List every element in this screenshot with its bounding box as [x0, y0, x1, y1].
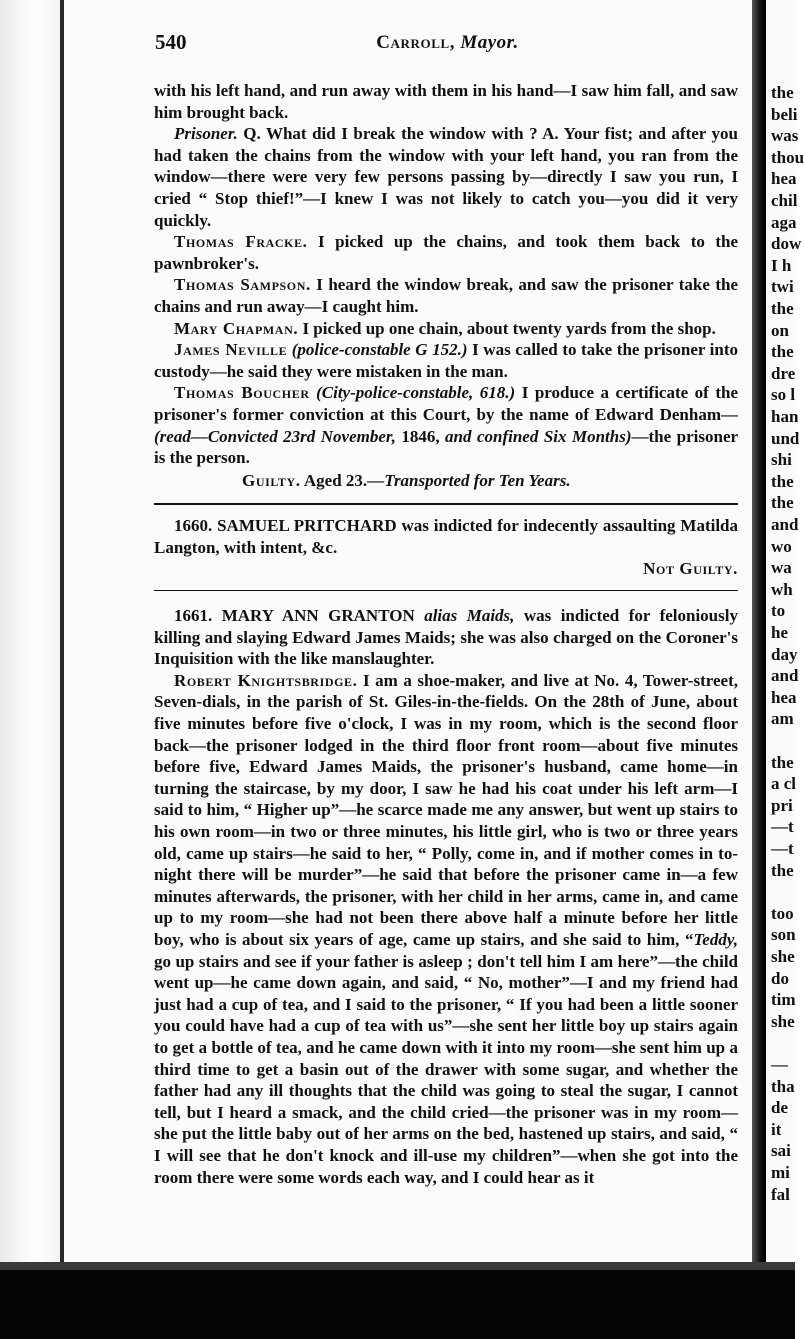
next-page-fragment: the: [771, 860, 794, 880]
verdict-label: Not Guilty.: [643, 559, 738, 579]
page-number: 540: [155, 30, 187, 54]
next-page-fragment: han: [771, 407, 799, 426]
next-page-fragment: the: [771, 493, 794, 513]
next-page-fragment: beli: [771, 104, 798, 124]
page-body: [154, 80, 738, 1188]
next-page-fragment: thou: [771, 147, 804, 167]
verdict-label: Guilty.: [242, 470, 301, 490]
confinement-note: and confined Six Months): [445, 426, 632, 446]
paragraph-text: I heard the window break, and saw the prisoner take the chains and run away—I caught him.: [154, 275, 739, 316]
next-page-fragment: chil: [771, 191, 798, 210]
next-page-fragment: the: [771, 342, 794, 362]
next-page-fragment: day: [771, 644, 798, 664]
next-page-fragment: she: [771, 947, 795, 966]
speaker-label: Thomas Boucher: [174, 383, 310, 403]
speaker-label: Robert Knightsbridge.: [174, 670, 358, 690]
case-divider: [154, 503, 738, 505]
speaker-label: James Neville: [174, 340, 288, 360]
next-page-fragment: the: [771, 299, 794, 318]
verdict-1660: [154, 558, 738, 580]
running-head: [155, 32, 740, 54]
running-head-name: Carroll,: [376, 32, 456, 53]
next-page-fragment: too: [771, 903, 794, 923]
case-text: was indicted for feloniously killing and slaying Edward James Maids; she was also charged on the Coroner's Inquisition with the like manslaughter.: [154, 606, 738, 669]
defendant-name: MARY ANN GRANTON: [221, 606, 415, 626]
paragraph-text-end: —the prisoner is the person.: [154, 426, 739, 468]
next-page-sliver: [766, 0, 804, 1262]
next-page-fragment: wh: [771, 579, 793, 599]
next-page-fragment: aga: [771, 212, 797, 232]
defendant-name: SAMUEL PRITCHARD: [217, 516, 397, 536]
paragraph-text-end: go up stairs and see if your father is asleep ; don't tell him I am here”—the child went up—he came down again, and said, “ No, mother”—I and my friend had just had a cup of tea, and I said to the prisoner, “ If you had been a little sooner you could have had a cup of tea with us”—she sent her little boy up stairs again to get a bottle of tea, and he came down with it into my room—she sent him up a third time to get a basin out of the drawer with some sugar, and whether the father had any ill thoughts that the child was going to steal the sugar, I cannot tell, but I heard a smack, and the child cried—the prisoner was in my room—she put the little baby out of her arms on the bed, hastened up stairs, and said, “ I will see that he don't knock and ill-use my children”—when she got into the room there were some words each way, and I could hear as it: [154, 951, 738, 1187]
next-page-fragment: wo: [771, 536, 792, 556]
next-page-fragment: tim: [771, 990, 796, 1010]
speaker-label: Thomas Fracke.: [174, 232, 308, 252]
next-page-fragment: de: [771, 1098, 788, 1118]
paragraph-testimony-boucher: [154, 382, 738, 468]
next-page-fragment: on: [771, 320, 789, 340]
next-page-fragment: and: [771, 515, 799, 534]
next-page-fragment: and: [771, 666, 799, 686]
paragraph-text: I was called to take the prisoner into custody—he said they were mistaken in the man.: [154, 340, 739, 381]
running-head-title: Mayor.: [460, 32, 519, 53]
next-page-fragment: tha: [771, 1076, 795, 1096]
next-page-fragment: shi: [771, 450, 792, 470]
scan-left-margin: [0, 0, 62, 1339]
paragraph-testimony-chapman: [154, 318, 738, 340]
next-page-fragment: the: [771, 752, 794, 772]
paragraph-text: I picked up one chain, about twenty yards from the shop.: [302, 318, 716, 338]
next-page-fragment: dow: [771, 234, 802, 254]
next-page-fragment: it: [771, 1119, 782, 1139]
paragraph-testimony-knightsbridge: [154, 670, 738, 1188]
conviction-year: 1846,: [401, 426, 440, 446]
next-page-fragment: und: [771, 428, 800, 448]
next-page-fragment: pri: [771, 795, 793, 815]
paragraph-testimony-sampson: [154, 274, 738, 317]
next-page-fragment: —t: [771, 817, 794, 837]
next-page-fragment: she: [771, 1011, 795, 1031]
next-page-fragment: wa: [771, 558, 792, 578]
next-page-fragment: fal: [771, 1184, 790, 1204]
speaker-label: Mary Chapman.: [174, 318, 299, 338]
next-page-fragment: do: [771, 968, 789, 988]
next-page-fragment: hea: [771, 169, 797, 189]
speaker-label: Thomas Sampson.: [174, 275, 311, 295]
next-page-fragment: the: [771, 471, 794, 491]
next-page-fragment: he: [771, 623, 788, 642]
next-page-fragment: son: [771, 925, 796, 945]
case-1660: [154, 515, 738, 558]
next-page-fragment: to: [771, 601, 786, 621]
next-page-fragment: twi: [771, 277, 794, 297]
paragraph-testimony-neville: [154, 339, 738, 382]
next-page-fragment: mi: [771, 1163, 790, 1182]
next-page-fragment: am: [771, 709, 794, 729]
paragraph-text: I picked up the chains, and took them back to the pawnbroker's.: [154, 232, 739, 273]
next-page-fragment: hea: [771, 687, 797, 707]
next-page-fragment: a cl: [771, 774, 797, 794]
paragraph-text: I am a shoe-maker, and live at No. 4, Tower-street, Seven-dials, in the parish of St. Giles-in-the-fields. On the 28th of June, about five minutes before five o'clock, I was in my room, which is the second floor back—the prisoner lodged in the third floor front room—about five minutes before five, Edward James Maids, the prisoner's husband, came home—in turning the staircase, by my door, I saw he had his coat under his left arm—I said to him, “ Higher up”—he scarce made me any answer, but went up stairs to his own room—in two or three minutes, his little girl, who is two or three years old, came up stairs—he said to her, “ Polly, come in, and if mother comes in to-night there will be murder”—he said that before the prisoner came in—a few minutes afterwards, the prisoner, with her child in her arms, came in, and came up to my room—she had not been there above half a minute before her little boy, who is about six years of age, came up stairs, and she said to him, “: [154, 670, 738, 949]
case-number: 1661.: [174, 606, 213, 626]
verdict-age: Aged 23.—: [303, 470, 385, 490]
book-gutter: [752, 0, 766, 1339]
next-page-fragment: —: [771, 1055, 788, 1074]
paragraph-text: I produce a certificate of the prisoner's former conviction at this Court, by the name of Edward Denham—: [154, 383, 738, 424]
verdict-1659: [154, 470, 738, 492]
case-divider: [154, 590, 738, 591]
scan-bottom-edge: [0, 1262, 795, 1270]
page-header: [155, 30, 740, 60]
paragraph-text: Q. What did I break the window with ? A. Your fist; and after you had taken the chains from the window with your left hand, you ran from the window—there were very few persons passing by—directly I saw you run, I cried “ Stop thief!”—I knew I was not likely to catch you—you did it very quickly.: [154, 124, 738, 230]
next-page-fragment: —t: [771, 839, 794, 858]
case-text: was indicted for indecently assaulting Matilda Langton, with intent, &c.: [154, 516, 739, 557]
case-1661: [154, 605, 738, 670]
paragraph-prisoner-question: [154, 123, 738, 231]
speaker-role: (police-constable G 152.): [291, 340, 468, 360]
next-page-fragment: sai: [771, 1141, 791, 1161]
read-note: (read—Convicted 23rd November,: [154, 426, 396, 446]
next-page-fragment: so l: [771, 385, 796, 405]
name-teddy: Teddy,: [693, 929, 738, 949]
scan-bottom-band: [0, 1262, 795, 1339]
speaker-label: Prisoner.: [174, 124, 238, 144]
next-page-fragment: I h: [771, 255, 792, 275]
paragraph-continuation: with his left hand, and run away with them in his hand—I saw him fall, and saw him brought back.: [154, 81, 738, 122]
next-page-fragment: the: [771, 83, 794, 102]
next-page-fragment: was: [771, 126, 799, 146]
speaker-role: (City-police-constable, 618.): [316, 383, 516, 403]
case-number: 1660.: [174, 516, 213, 536]
paragraph-testimony-fracke: [154, 231, 738, 274]
defendant-alias: alias Maids,: [424, 606, 515, 626]
verdict-sentence: Transported for Ten Years.: [384, 470, 571, 490]
next-page-fragment: dre: [771, 363, 796, 383]
